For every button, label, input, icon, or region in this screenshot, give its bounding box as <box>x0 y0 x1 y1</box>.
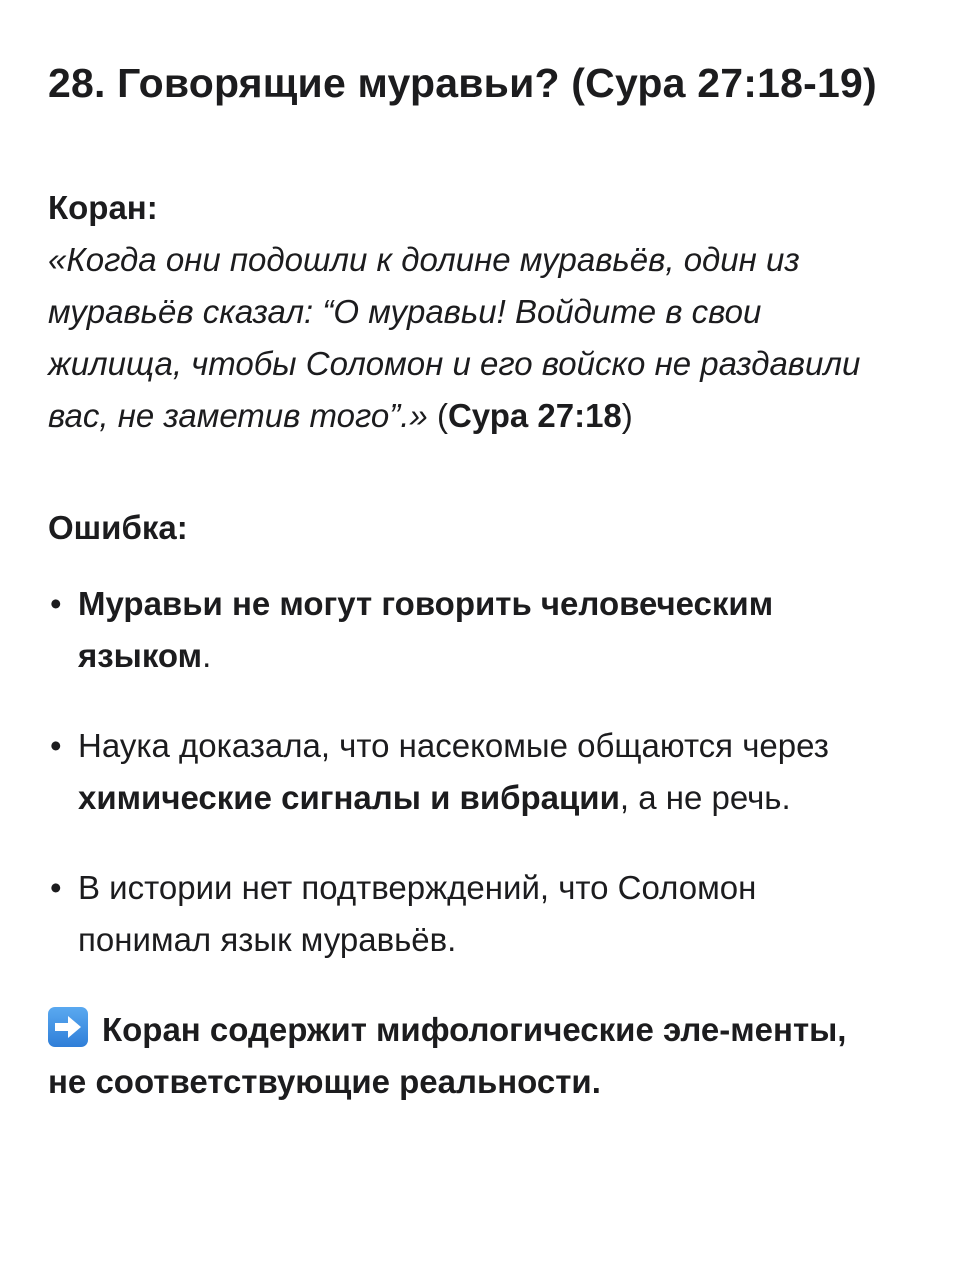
error-list <box>48 578 890 966</box>
conclusion-text: Коран содержит мифологические эле-менты, не соответствующие реальности. <box>48 1011 847 1100</box>
quote-text: «Когда они подошли к долине муравьёв, один из муравьёв сказал: “О муравьи! Войдите в свои жилища, чтобы Соломон и его войско не раздавили вас, не заметив того”.» <box>48 241 861 434</box>
bullet-tail: , а не речь. <box>619 779 791 816</box>
quran-label: Коран: <box>48 189 158 226</box>
list-item <box>48 578 890 682</box>
bullet-dot: • <box>50 585 62 622</box>
bullet-bold: Муравьи не могут говорить человеческим языком <box>78 585 774 674</box>
open-paren: ( <box>427 397 448 434</box>
close-paren: ) <box>621 397 633 434</box>
bullet-bold: химические сигналы и вибрации <box>78 779 620 816</box>
list-item <box>48 720 890 824</box>
conclusion <box>48 1004 890 1108</box>
bullet-lead: Наука доказала, что насекомые общаются через <box>78 727 829 764</box>
bullet-lead: В истории нет подтверждений, что Соломон понимал язык муравьёв. <box>78 869 757 958</box>
error-label: Ошибка: <box>48 509 188 546</box>
right-arrow-icon <box>48 1007 88 1047</box>
bullet-dot: • <box>50 727 62 764</box>
bullet-dot: • <box>50 869 62 906</box>
list-item <box>48 862 890 966</box>
quote-reference: Сура 27:18 <box>447 397 622 434</box>
quran-quote <box>48 234 890 442</box>
bullet-tail: . <box>202 637 212 674</box>
page-title: 28. Говорящие муравьи? (Сура 27:18-19) <box>48 60 877 106</box>
